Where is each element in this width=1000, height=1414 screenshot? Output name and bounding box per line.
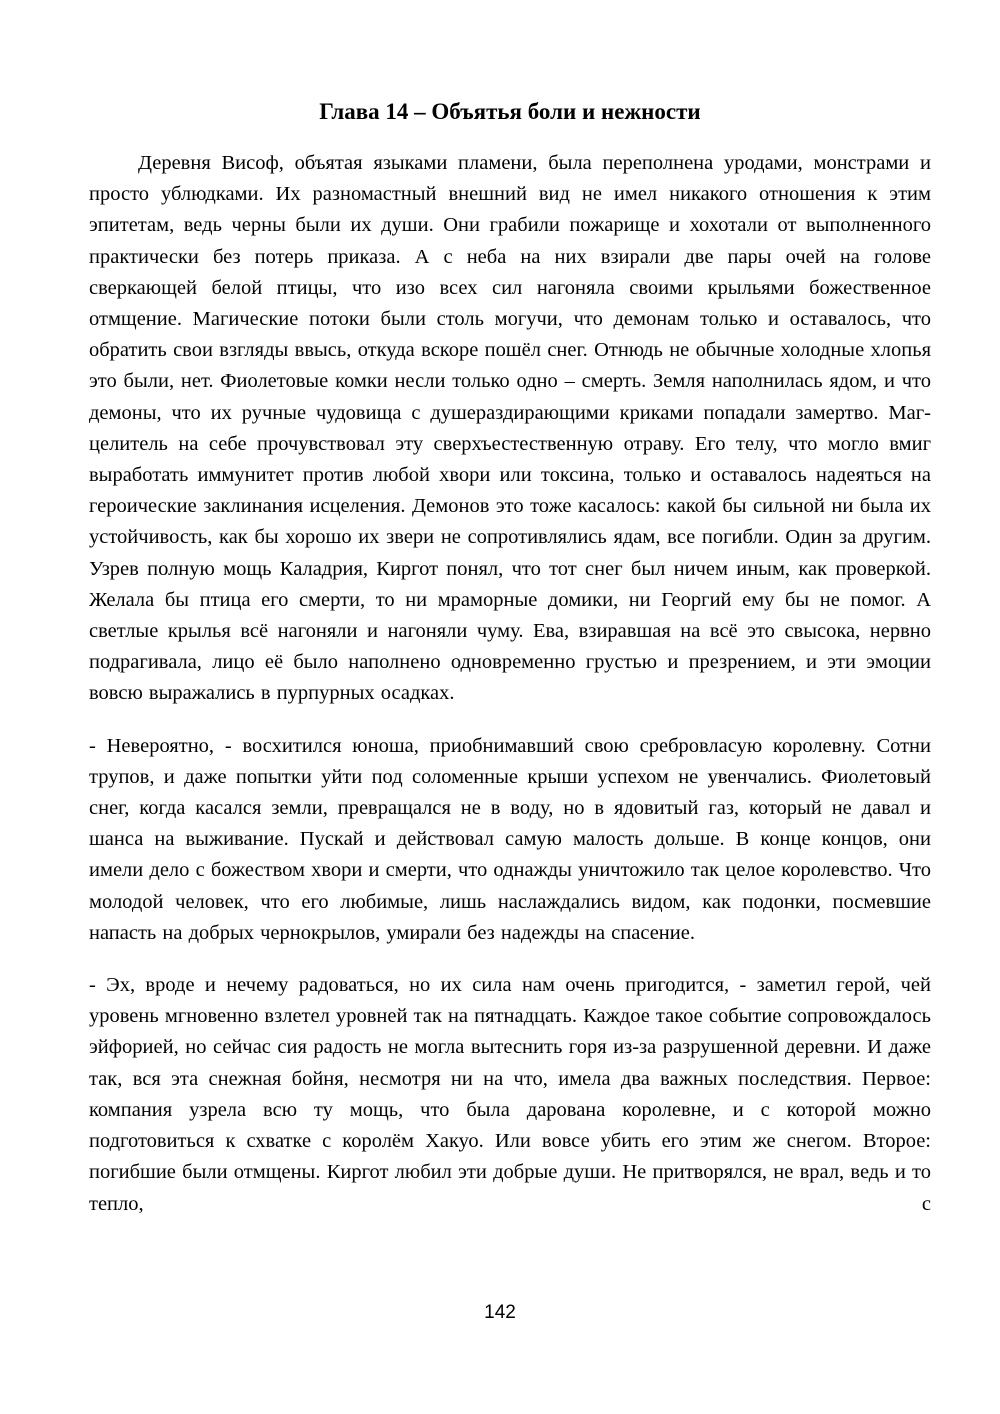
chapter-title: Глава 14 – Объятья боли и нежности xyxy=(319,99,701,124)
paragraph-dialogue-1: - Невероятно, - восхитился юноша, приобнимавший свою сребровласую королевну. Сотни трупов, и даже попытки уйти под соломенные крыши успехом не увенчались. Фиолетовый снег, когда касался земли, превращался не в воду, но в ядовитый газ, который не давал и шанса на выживание. Пускай и действовал самую малость дольше. В конце концов, они имели дело с божеством хвори и смерти, что однажды уничтожило так целое королевство. Что молодой человек, что его любимые, лишь наслаждались видом, как подонки, посмевшие напасть на добрых чернокрылов, умирали без надежды на спасение. xyxy=(89,734,931,944)
paragraph-dialogue-2: - Эх, вроде и нечему радоваться, но их сила нам очень пригодится, - заметил герой, чей уровень мгновенно взлетел уровней так на пятнадцать. Каждое такое событие сопровождалось эйфорией, но сейчас сия радость не могла вытеснить горя из-за разрушенной деревни. И даже так, вся эта снежная бойня, несмотря ни на что, имела два важных последствия. Первое: компания узрела всю ту мощь, что была дарована королевне, и с которой можно подготовиться к схватке с королём Хакуо. Или вовсе убить его этим же снегом. Второе: погибшие были отмщены. Киргот любил эти добрые души. Не притворялся, не врал, ведь и то тепло, с xyxy=(89,974,931,1215)
paragraph-narrative: Деревня Висоф, объятая языками пламени, была переполнена уродами, монстрами и просто ублюдками. Их разномастный внешний вид не имел никакого отношения к этим эпитетам, ведь черны были их души. Они грабили пожарище и хохотали от выполненного практически без потерь приказа. А с неба на них взирали две пары очей на голове сверкающей белой птицы, что изо всех сил нагоняла своими крыльями божественное отмщение. Магические потоки были столь могучи, что демонам только и оставалось, что обратить свои взгляды ввысь, откуда вскоре пошёл снег. Отнюдь не обычные холодные хлопья это были, нет. Фиолетовые комки несли только одно – смерть. Земля наполнилась ядом, и что демоны, что их ручные чудовища с душераздирающими криками попадали замертво. Маг-целитель на себе прочувствовал эту сверхъестественную отраву. Его телу, что могло вмиг выработать иммунитет против любой хвори или токсина, только и оставалось надеяться на героические заклинания исцеления. Демонов это тоже касалось: какой бы сильной ни была их устойчивость, как бы хорошо их звери не сопротивлялись ядам, все погибли. Один за другим. Узрев полную мощь Каладрия, Киргот понял, что тот снег был ничем иным, как проверкой. Желала бы птица его смерти, то ни мраморные домики, ни Георгий ему бы не помог. А светлые крылья всё нагоняли и нагоняли чуму. Ева, взиравшая на всё это свысока, нервно подрагивала, лицо её было наполнено одновременно грустью и презрением, и эти эмоции вовсю выражались в пурпурных осадках. xyxy=(89,152,931,705)
page-number: 142 xyxy=(484,1302,516,1323)
page-content xyxy=(89,97,931,1220)
